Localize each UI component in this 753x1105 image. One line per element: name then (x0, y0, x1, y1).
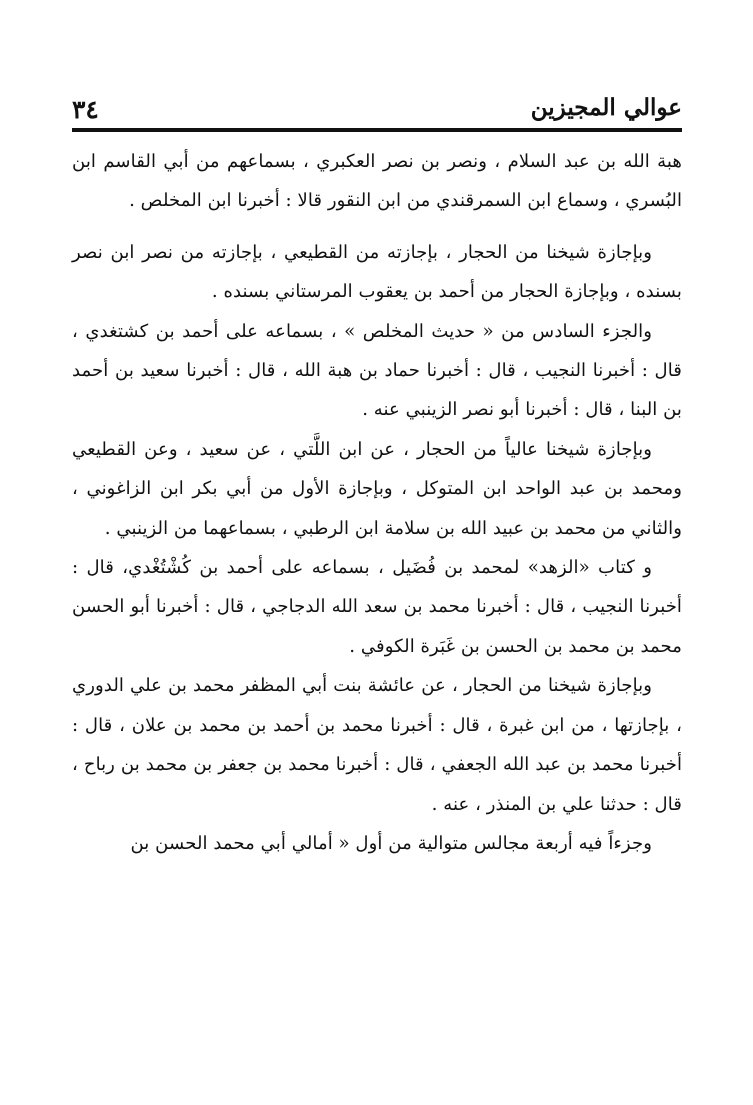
page-number: ٣٤ (72, 95, 99, 124)
paragraph: وجزءاً فيه أربعة مجالس متوالية من أول « أمالي أبي محمد الحسن بن (130, 832, 652, 854)
paragraph: والجزء السادس من « حديث المخلص » ، بسماعه على أحمد بن كشتغدي ، قال : أخبرنا النجيب ، قال : أخبرنا حماد بن هبة الله ، قال : أخبرنا سعيد بن أحمد بن البنا ، قال : أخبرنا أبو نصر الزينبي عنه . (72, 320, 682, 421)
paragraph: وبإجازة شيخنا من الحجار ، بإجازته من القطيعي ، بإجازته من نصر ابن نصر بسنده ، وبإجازة الحجار من أحمد بن يعقوب المرستاني بسنده . (72, 241, 682, 303)
paragraph: وبإجازة شيخنا من الحجار ، عن عائشة بنت أبي المظفر محمد بن علي الدوري ، بإجازتها ، من ابن غبرة ، قال : أخبرنا محمد بن أحمد بن محمد بن علان ، قال : أخبرنا محمد بن عبد الله الجعفي ، قال : أخبرنا محمد بن جعفر بن محمد بن رباح ، قال : حدثنا علي بن المنذر ، عنه . (72, 675, 682, 815)
paragraph: هبة الله بن عبد السلام ، ونصر بن نصر العكبري ، بسماعهم من أبي القاسم ابن البُسري ، وسماع ابن السمرقندي من ابن النقور قالا : أخبرنا ابن المخلص . (72, 151, 682, 212)
paragraph: و كتاب «الزهد» لمحمد بن فُضَيل ، بسماعه على أحمد بن كُشْتُغْدي، قال : أخبرنا النجيب ، قال : أخبرنا محمد بن سعد الله الدجاجي ، قال : أخبرنا أبو الحسن محمد بن محمد بن الحسن بن غَبَرة الكوفي . (72, 557, 682, 657)
page-header (72, 94, 682, 128)
page-body (72, 142, 682, 863)
running-title: عوالي المجيزين (530, 94, 682, 121)
paragraph: وبإجازة شيخنا عالياً من الحجار ، عن ابن اللَّتي ، عن سعيد ، وعن القطيعي ومحمد بن عبد الواحد ابن المتوكل ، وبإجازة الأول من أبي بكر ابن الزاغوني ، والثاني من محمد بن عبيد الله بن سلامة ابن الرطبي ، بسماعهما من الزينبي . (72, 438, 682, 539)
header-rule (72, 128, 682, 132)
